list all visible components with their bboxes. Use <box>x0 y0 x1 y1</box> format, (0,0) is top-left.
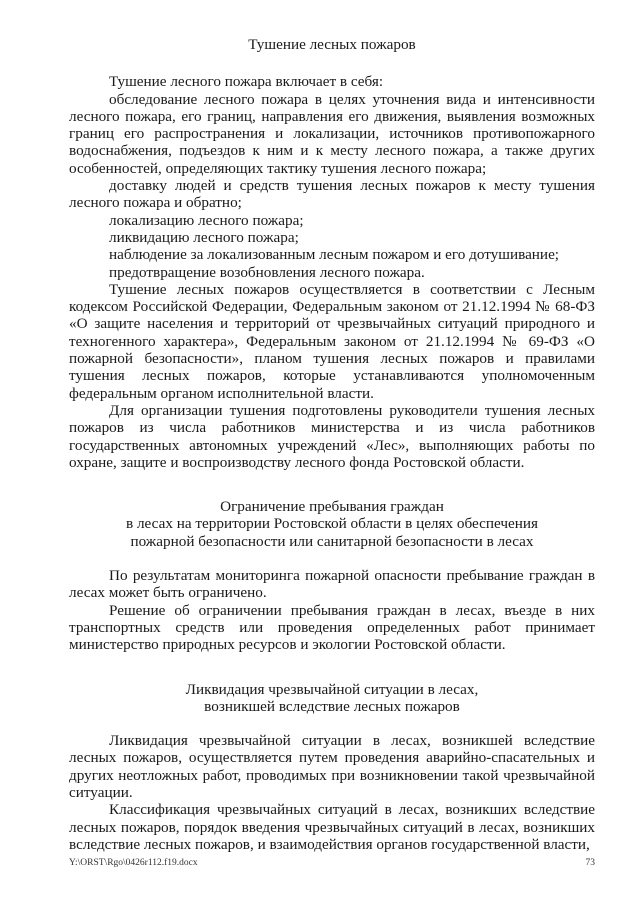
heading-line: Ликвидация чрезвычайной ситуации в лесах, <box>185 680 479 698</box>
paragraph: Для организации тушения подготовлены руководители тушения лесных пожаров из числа работников министерства и из числа работников государственных автономных учреждений «Лес», выполняющих работы по охране, защите и воспроизводству лесного фонда Ростовской области. <box>69 401 595 471</box>
heading-line: Ограничение пребывания граждан <box>220 498 444 516</box>
page-title: Тушение лесных пожаров <box>248 36 416 53</box>
paragraph: По результатам мониторинга пожарной опасности пребывание граждан в лесах может быть ограничено. <box>69 567 595 602</box>
paragraph: Классификация чрезвычайных ситуаций в лесах, возникших вследствие лесных пожаров, порядок введения чрезвычайных ситуаций в лесах, возникших вследствие лесных пожаров, и взаимодействия органов государственной власти, <box>69 801 595 853</box>
heading-line: пожарной безопасности или санитарной безопасности в лесах <box>130 532 534 550</box>
section-firefighting <box>69 73 595 471</box>
document-body <box>69 36 595 853</box>
paragraph: наблюдение за локализованным лесным пожаром и его дотушивание; <box>109 246 560 264</box>
paragraph: локализацию лесного пожара; <box>109 211 304 229</box>
paragraph: Ликвидация чрезвычайной ситуации в лесах, возникшей вследствие лесных пожаров, осуществляется путем проведения аварийно-спасательных и других неотложных работ, проводимых при возникновении такой чрезвычайной ситуации. <box>69 732 595 801</box>
paragraph: доставку людей и средств тушения лесных пожаров к месту тушения лесного пожара и обратно; <box>69 177 595 212</box>
paragraph: Решение об ограничении пребывания граждан в лесах, въезде в них транспортных средств или проведения определенных работ принимает министерство природных ресурсов и экологии Ростовской области. <box>69 601 595 654</box>
section-heading-emergency <box>69 681 595 716</box>
section-heading-restriction <box>69 498 595 550</box>
footer-page-number: 73 <box>585 858 595 868</box>
paragraph: ликвидацию лесного пожара; <box>109 228 299 246</box>
heading-line: возникшей вследствие лесных пожаров <box>204 697 460 715</box>
paragraph: Тушение лесного пожара включает в себя: <box>109 73 384 91</box>
heading-line: в лесах на территории Ростовской области в целях обеспечения <box>126 515 538 533</box>
paragraph: обследование лесного пожара в целях уточнения вида и интенсивности лесного пожара, его границ, направления его движения, выявления возможных границ его распространения и локализации, источников противопожарного водоснабжения, подъездов к ним и к месту лесного пожара, а также других особенностей, определяющих тактику тушения лесного пожара; <box>69 90 595 177</box>
section-emergency <box>69 732 595 853</box>
paragraph: предотвращение возобновления лесного пожара. <box>109 263 425 281</box>
footer-file-path: Y:\ORST\Rgo\0426r112.f19.docx <box>69 858 198 868</box>
section-restriction <box>69 567 595 653</box>
paragraph: Тушение лесных пожаров осуществляется в соответствии с Лесным кодексом Российской Федерации, Федеральным законом от 21.12.1994 № 68-ФЗ «О защите населения и территорий от чрезвычайных ситуаций природного и техногенного характера», Федеральным законом от 21.12.1994 № 69-ФЗ «О пожарной безопасности», планом тушения лесных пожаров и правилами тушения лесных пожаров, которые устанавливаются уполномоченным федеральным органом исполнительной власти. <box>69 280 595 402</box>
